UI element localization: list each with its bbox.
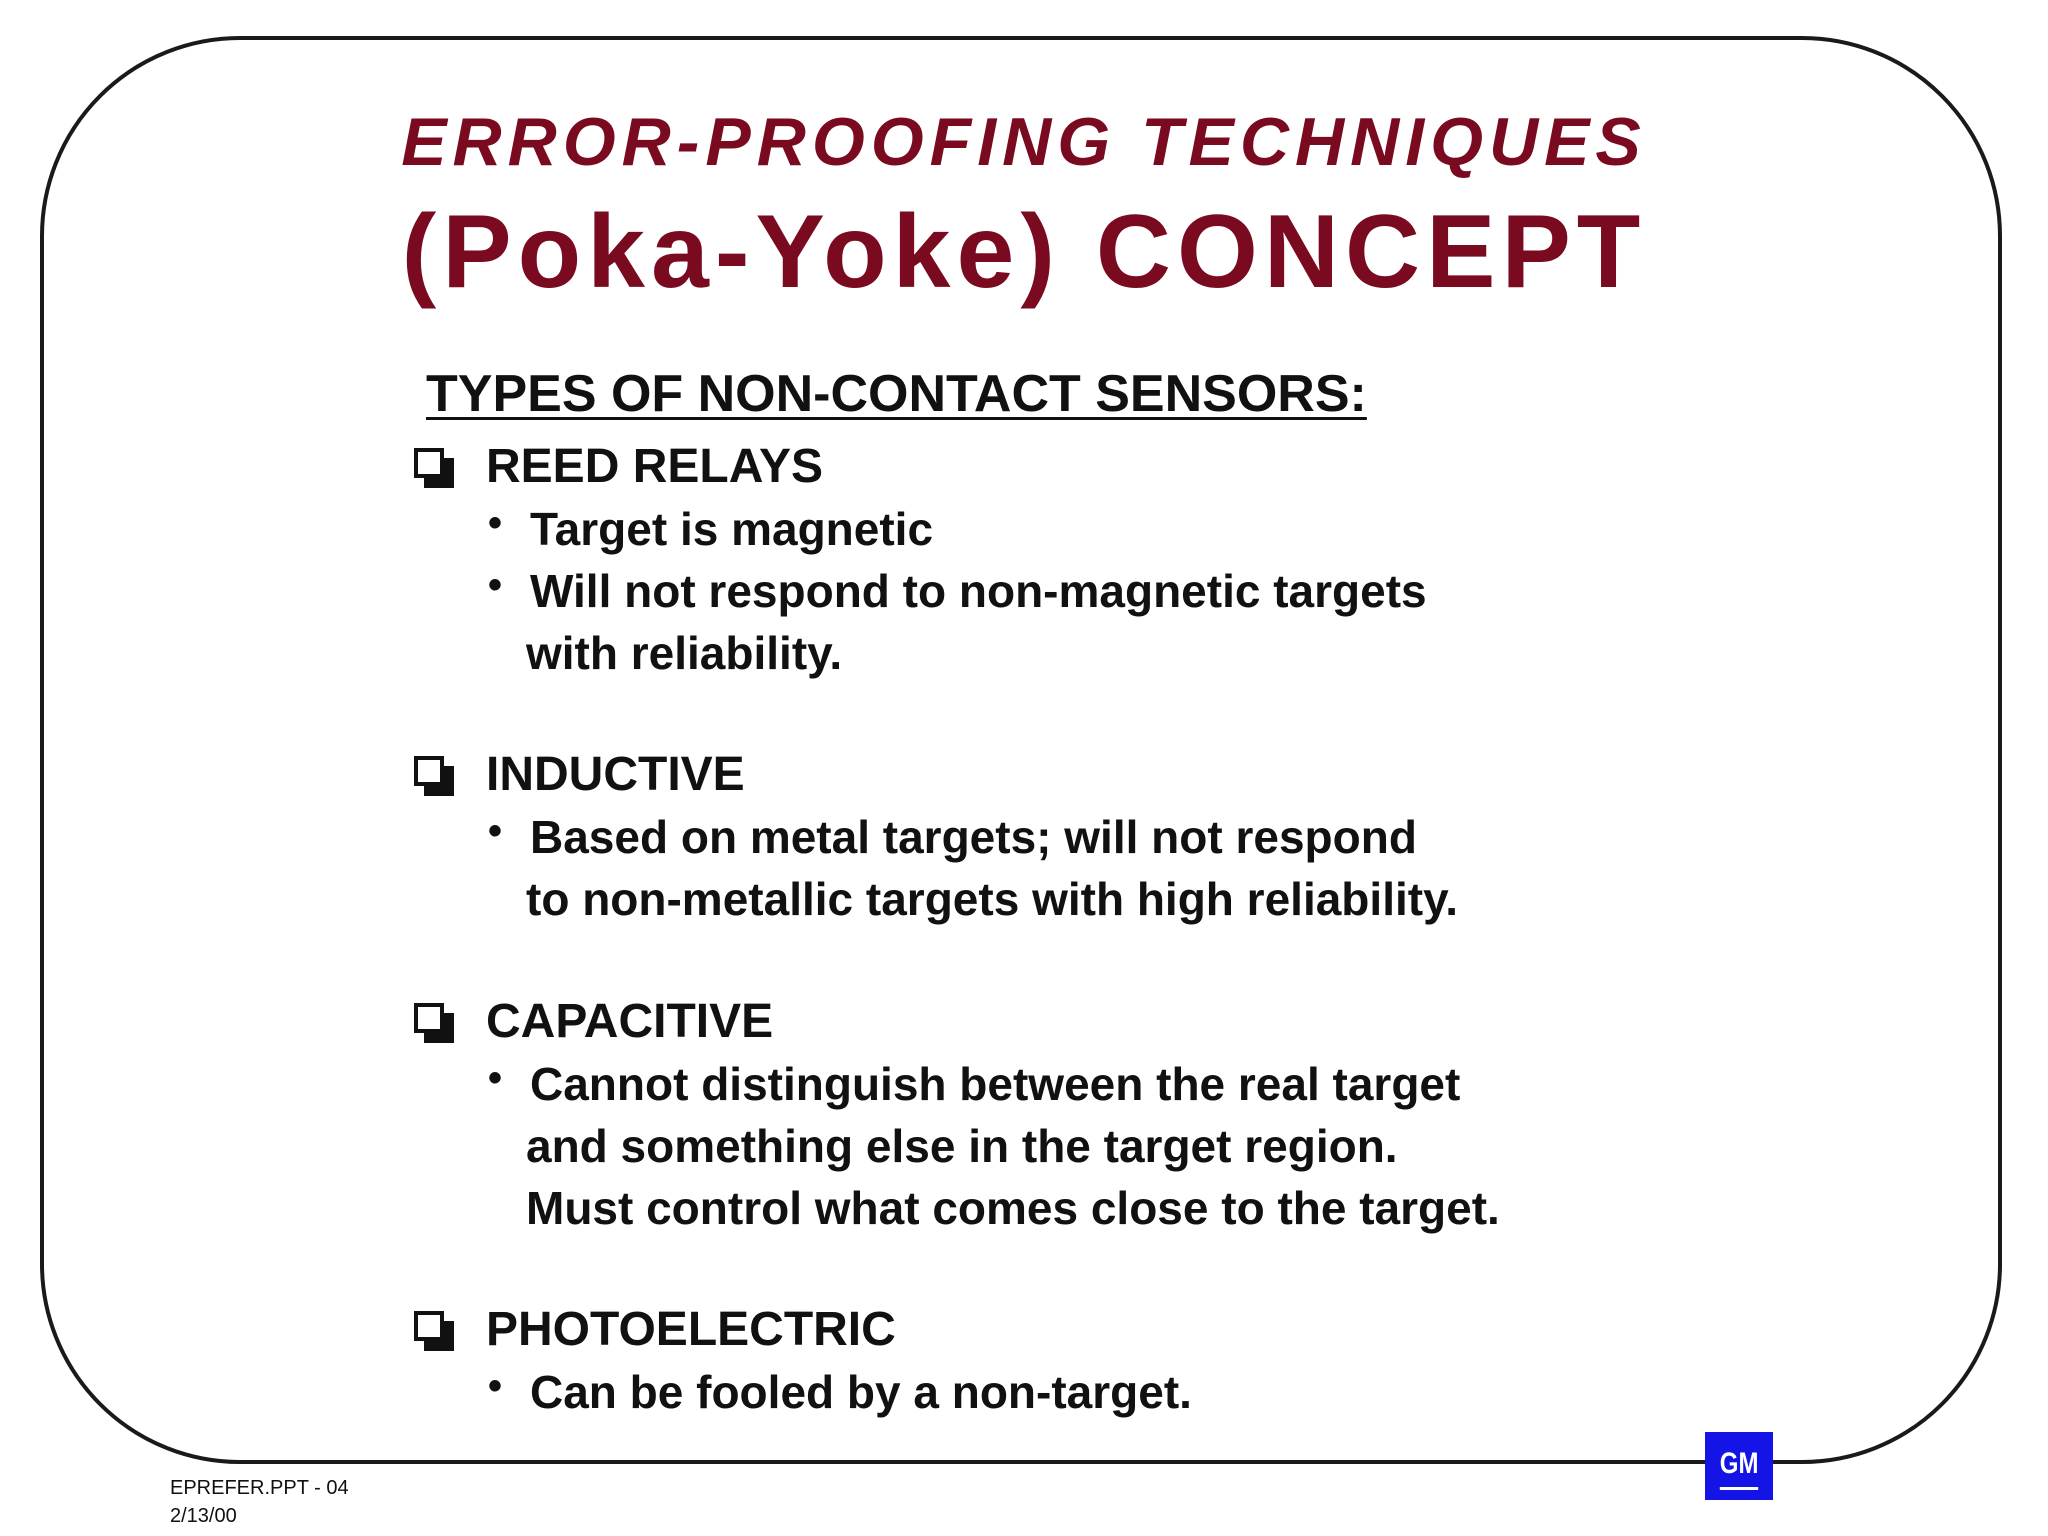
bullet-item [410,498,1660,560]
bullet-icon: • [488,563,503,607]
bullet-item [410,1053,1660,1239]
item-label: PHOTOELECTRIC [486,1303,896,1356]
bullet-item [410,560,1660,684]
slide-footer [170,1474,349,1530]
bullet-text: and something else in the target region. [526,1120,1398,1172]
item-label: INDUCTIVE [486,748,745,801]
bullet-text: Cannot distinguish between the real target [530,1058,1461,1110]
bullet-text: Can be fooled by a non-target. [530,1366,1192,1418]
bullet-icon: • [488,809,503,853]
checkbox-icon [414,756,444,786]
checkbox-icon [414,448,444,478]
gm-logo [1705,1432,1773,1500]
bullet-text: with reliability. [526,627,843,679]
list-item-capacitive [410,991,1660,1239]
bullet-text: Based on metal targets; will not respond [530,811,1417,863]
item-label: REED RELAYS [486,440,823,493]
bullet-item [410,1361,1660,1423]
list-item-photoelectric [410,1299,1660,1423]
bullet-icon: • [488,1364,503,1408]
item-label: CAPACITIVE [486,995,774,1048]
footer-file: EPREFER.PPT - 04 [170,1477,349,1499]
list-item-inductive [410,744,1660,930]
list-item-reed-relays [410,436,1660,684]
bullet-text: Target is magnetic [530,503,934,555]
slide-title-line1: ERROR-PROOFING TECHNIQUES [401,104,1647,180]
bullet-text: to non-metallic targets with high reliability. [526,873,1459,925]
section-heading: TYPES OF NON-CONTACT SENSORS: [426,365,1367,423]
footer-date: 2/13/00 [170,1505,237,1527]
bullet-icon: • [488,1056,503,1100]
slide-title-line2: (Poka-Yoke) CONCEPT [401,194,1647,310]
bullet-item [410,806,1660,930]
bullet-icon: • [488,501,503,545]
gm-logo-text: GM [1720,1442,1758,1490]
bullet-text: Must control what comes close to the target. [526,1182,1500,1234]
checkbox-icon [414,1003,444,1033]
checkbox-icon [414,1311,444,1341]
bullet-text: Will not respond to non-magnetic targets [530,565,1427,617]
